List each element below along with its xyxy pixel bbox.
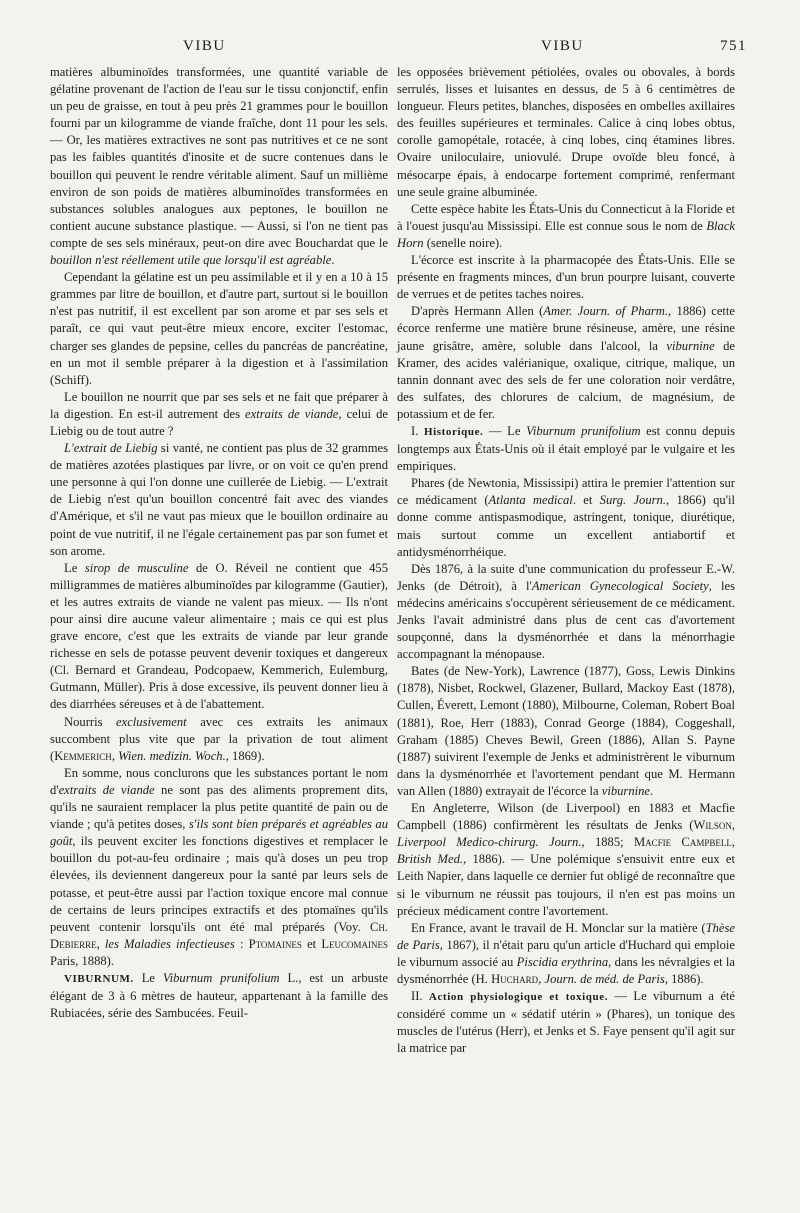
running-head-left: VIBU	[183, 38, 226, 54]
paragraph: En Angleterre, Wilson (de Liverpool) en 1883 et Macfie Campbell (1886) confirmèrent les résultats de Jenks (Wilson, Liverpool Medico-chirurg. Journ., 1885; Macfie Campbell, British Med., 1886). — Une polémique s'ensuivit entre eux et Leith Napier, dans laquelle ce dernier fut obligé de reconnaître que si le viburnum ne réussit pas toujours, il n'en est pas moins un précieux médicament contre l'avortement.	[397, 801, 736, 918]
paragraph: Dès 1876, à la suite d'une communication du professeur E.-W. Jenks (de Détroit), à l'American Gynecological Society, les médecins américains s'occupèrent sérieusement de ce médicament. Jenks l'avait administré dans plus de cent cas d'avortement soupçonné, dans la dysménorrhée et dans la ménorrhagie accompagnant la ménopause.	[397, 561, 735, 662]
running-head-right: VIBU	[541, 38, 584, 54]
paragraph: En France, avant le travail de H. Monclar sur la matière (Thèse de Paris, 1867), il n'était paru qu'un article d'Huchard qui emploie le viburnum associé au Piscidia erythrina, dans les névralgies et la dysménorrhée (H. Huchard, Journ. de méd. de Paris, 1886).	[397, 920, 735, 986]
paragraph: D'après Hermann Allen (Amer. Journ. of Pharm., 1886) cette écorce renferme une matière brune résineuse, amère, une résine jaune grisâtre, amère, soluble dans l'alcool, la viburnine de Kramer, des acides valérianique, oxalique, citrique, malique, un tannin donnant avec des sels de fer une coloration noir verdâtre, des sulfates, des chlorures de calcium, de magnésium, de potassium et de fer.	[397, 304, 736, 421]
paragraph: II. Action physiologique et toxique. — Le viburnum a été considéré comme un « sédatif utérin » (Phares), un tonique des muscles de l'utérus (Herr), et Jenks et S. Faye pensent qu'il agit sur la matrice par	[397, 989, 735, 1056]
paragraph: Phares (de Newtonia, Mississipi) attira le premier l'attention sur ce médicament (Atlanta medical. et Surg. Journ., 1866) qu'il donne comme antispasmodique, astringent, tonique, diurétique, mais surtout comme un excellent antiabortif et antidysménorrhéique.	[397, 476, 735, 559]
paragraph: Bates (de New-York), Lawrence (1877), Goss, Lewis Dinkins (1878), Nisbet, Rockwel, Glazener, Bullard, Mackoy East (1878), Cullen, Éverett, Lemont (1880), Milbourne, Coleman, Robert Boal (1881), Roe, Herr (1883), Conrad George (1884), Coggeshall, Graham (1885) Cheves Bewil, Green (1886), Allan S. Payne (1887) suivirent l'exemple de Jenks et administrèrent le viburnum dans la dysménorrhée et l'avortement pendant que M. Hermann van Allen (1880) extrayait de l'écorce la viburnine.	[397, 664, 735, 798]
paragraph: L'extrait de Liebig si vanté, ne contient pas plus de 32 grammes de matières azotées plastiques par livre, or on voit ce qu'en prend une personne à qui l'on donne une cuillerée de Liebig. — L'extrait de Liebig n'est qu'un bouillon concentré fait avec des viandes d'Amérique, et s'il ne vaut pas mieux que le bouillon ordinaire au point de vue nutritif, il ne l'égale certainement pas par son fumet et son arome.	[50, 441, 388, 558]
paragraph: I. Historique. — Le Viburnum prunifolium est connu depuis longtemps aux États-Unis où il était employé par le vulgaire et les empiriques.	[397, 423, 735, 474]
paragraph: VIBURNUM. Le Viburnum prunifolium L., est un arbuste élégant de 3 à 6 mètres de hauteur, appartenant à la famille des Rubiacées, série des Sambucées. Feuil-	[50, 970, 388, 1021]
paragraph: Le bouillon ne nourrit que par ses sels et ne fait que préparer à la digestion. En est-il autrement des extraits de viande, celui de Liebig ou de tout autre ?	[50, 389, 388, 438]
paragraph: les opposées brièvement pétiolées, ovales ou obovales, à bords serrulés, lisses et luisantes en dessus, de 5 à 6 centimètres de longueur. Fleurs petites, blanches, disposées en ombelles axillaires des feuilles supérieures et terminales. Calice à cinq lobes obtus, corolle gamopétale, rotacée, à cinq lobes, cinq étamines libres. Ovaire uniloculaire, uniovulé. Drupe ovoïde bleu foncé, à mésocarpe épais, à endocarpe fortement comprimé, renfermant une seule graine albuminée.	[397, 65, 735, 199]
paragraph: L'écorce est inscrite à la pharmacopée des États-Unis. Elle se présente en fragments minces, d'un brun pourpre luisant, couverte de verrues et de petites taches noires.	[397, 253, 735, 302]
paragraph: Le sirop de musculine de O. Réveil ne contient que 455 milligrammes de matières albuminoïdes par kilogramme (Gautier), et les autres extraits de viande ne valent pas mieux. — Ils n'ont pour ainsi dire aucune valeur alimentaire ; mais ce qui est plus grave encore, c'est que les extraits de viande par leur grande richesse en sels de potasse peuvent devenir toxiques et dangereux (Cl. Bernard et Grandeau, Podcopaew, Kemmerich, Eulemburg, Gutmann, Müller). Pris à dose excessive, ils peuvent donner lieu à des diarrhées séreuses et à de l'abattement.	[50, 560, 389, 712]
paragraph: En somme, nous conclurons que les substances portant le nom d'extraits de viande ne sont pas des aliments proprement dits, qu'ils ne sauraient remplacer la plus petite quantité de pain ou de viande ; qu'à petites doses, s'ils sont bien préparés et agréables au goût, ils peuvent exciter les fonctions digestives et remplacer le bouillon du pot-au-feu ordinaire ; mais qu'à doses un peu trop élevées, ils deviennent dangereux pour la santé par leurs sels de potasse, et peut-être aussi par l'action toxique encore mal connue de certains de leurs principes extractifs et des ptomaïnes qu'ils peuvent contenir lorsqu'ils ont été mal préparés (Voy. Ch. Debierre, les Maladies infectieuses : Ptomaines et Leucomaines Paris, 1888).	[50, 765, 389, 968]
paragraph: Cependant la gélatine est un peu assimilable et il y en a 10 à 15 grammes par litre de bouillon, et d'autre part, surtout si le bouillon n'est pas nutritif, il est excellent par son arome et par ses sels et paraît, ce qui vaut peut-être mieux encore, exciter l'estomac, charger ses glandes de pepsine, celles du pancréas de pancréatine, en un mot il semble préparer à la digestion et à l'assimilation (Schiff).	[50, 270, 388, 387]
paragraph: matières albuminoïdes transformées, une quantité variable de gélatine provenant de l'action de l'eau sur le tissu conjonctif, enfin un peu de graisse, en tout à peu près 21 grammes pour le bouillon fourni par un kilogramme de viande fraîche, dont 11 pour les sels. — Or, les matières extractives ne sont pas nutritives et ce ne sont pas les faibles quantités d'inosite et de sucre contenues dans le bouillon qui peuvent le rendre véritable aliment. Sauf un millième environ de son poids de matières albuminoïdes transformées en substances solubles analogues aux peptones, le bouillon ne contient aucune substance plastique. — Aussi, si l'on ne tient pas compte de ses sels minéraux, peut-on dire avec Bouchardat que le bouillon n'est réellement utile que lorsqu'il est agréable.	[50, 65, 388, 268]
paragraph: Cette espèce habite les États-Unis du Connecticut à la Floride et à l'ouest jusqu'au Mississipi. Elle est connue sous le nom de Black Horn (senelle noire).	[397, 201, 735, 250]
right-column	[397, 64, 735, 1057]
left-column	[50, 64, 388, 1022]
page-number: 751	[720, 38, 747, 54]
paragraph: Nourris exclusivement avec ces extraits les animaux succombent plus vite que par la privation de tout aliment (Kemmerich, Wien. medizin. Woch., 1869).	[50, 714, 388, 763]
